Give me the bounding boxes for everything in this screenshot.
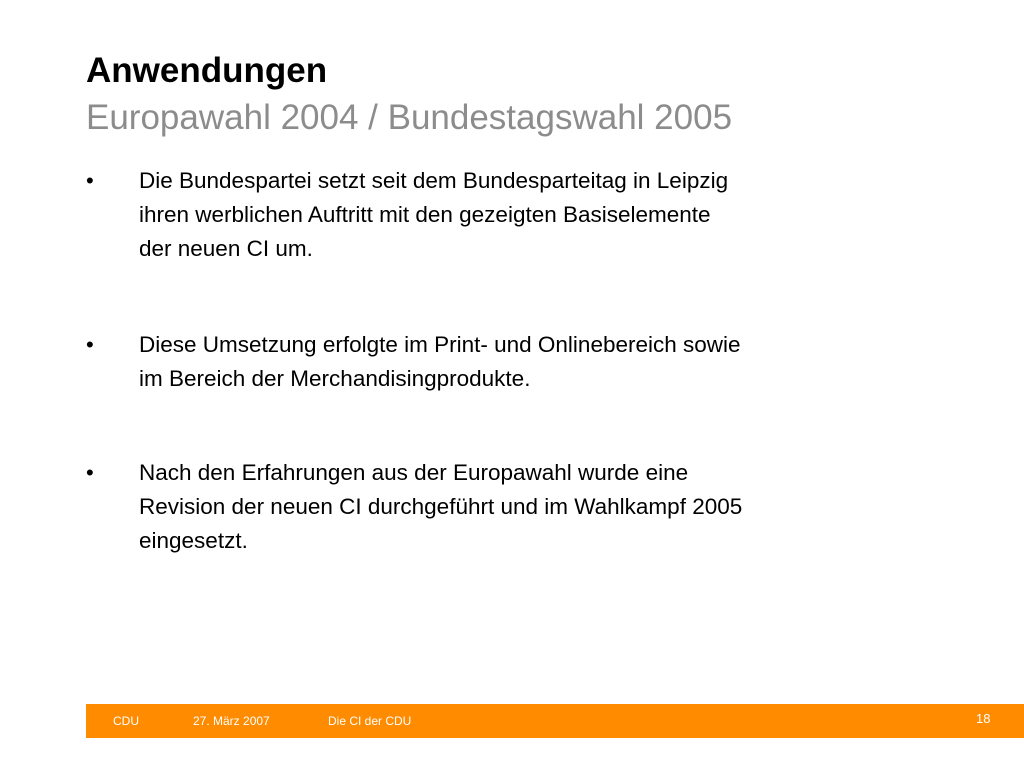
page-number: 18 <box>976 711 991 726</box>
slide-title: Anwendungen <box>86 51 328 90</box>
bullet-line: Nach den Erfahrungen aus der Europawahl wurde eine <box>139 460 689 485</box>
bullet-text <box>139 328 899 396</box>
bullet-point-icon: • <box>86 460 94 485</box>
bullet-text <box>139 164 899 266</box>
bullet-point-icon: • <box>86 168 94 193</box>
bullet-line: Die Bundespartei setzt seit dem Bundesparteitag in Leipzig <box>139 168 729 193</box>
bullet-line: Diese Umsetzung erfolgte im Print- und Onlinebereich sowie <box>139 332 741 357</box>
bullet-line: Revision der neuen CI durchgeführt und im Wahlkampf 2005 <box>139 494 743 519</box>
bullet-line: im Bereich der Merchandisingprodukte. <box>139 366 531 391</box>
footer-bar <box>86 704 1024 738</box>
footer-topic: Die CI der CDU <box>328 714 412 728</box>
bullet-text <box>139 456 899 558</box>
bullet-line: eingesetzt. <box>139 528 248 553</box>
bullet-line: der neuen CI um. <box>139 236 313 261</box>
footer-organization: CDU <box>113 714 139 728</box>
slide-subtitle: Europawahl 2004 / Bundestagswahl 2005 <box>86 98 733 137</box>
bullet-line: ihren werblichen Auftritt mit den gezeigten Basiselemente <box>139 202 711 227</box>
footer-date: 27. März 2007 <box>193 714 270 728</box>
bullet-point-icon: • <box>86 332 94 357</box>
